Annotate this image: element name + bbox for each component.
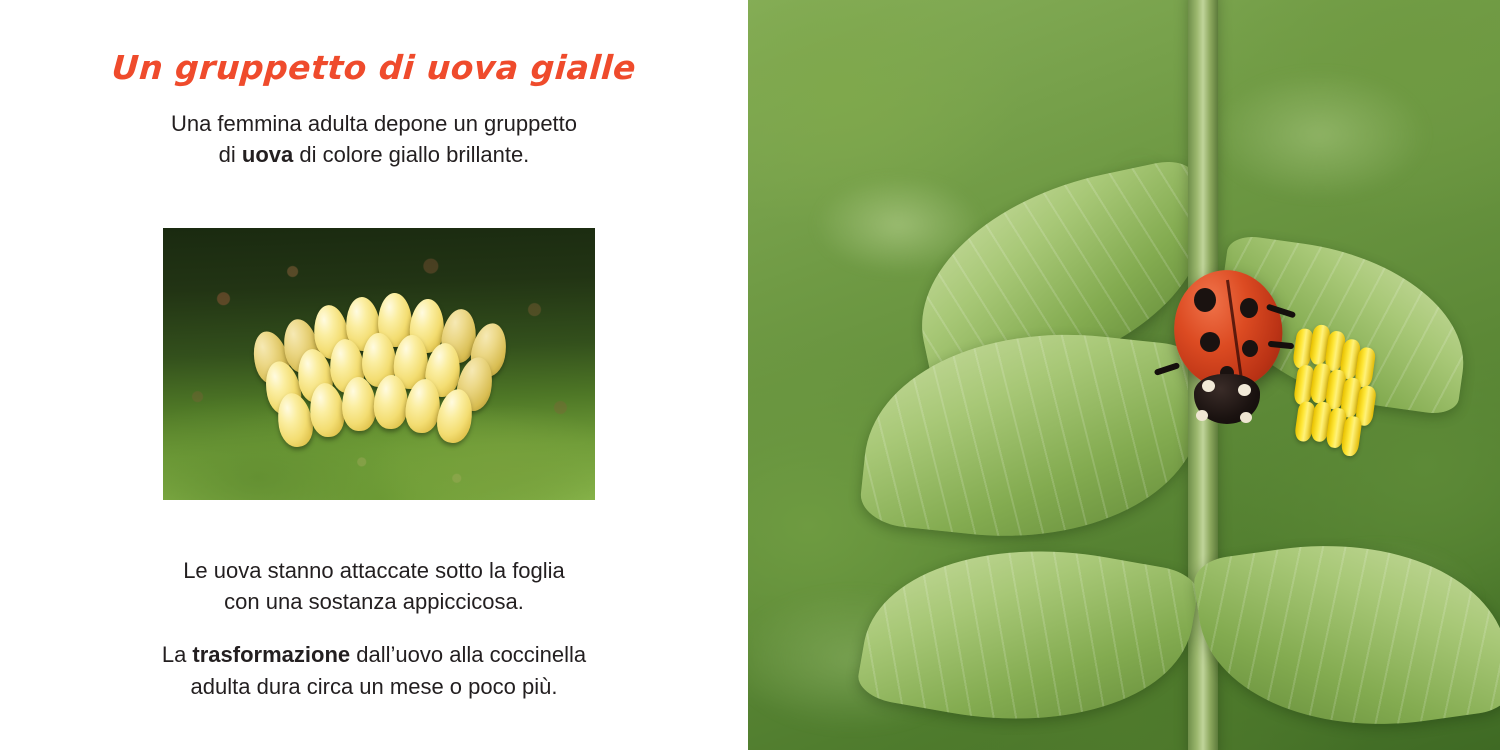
yellow-egg-cluster	[1279, 322, 1427, 479]
caption-bold-word: trasformazione	[192, 642, 351, 668]
left-page	[0, 0, 748, 750]
ladybird-spot	[1200, 332, 1220, 352]
intro-bold-word: uova	[241, 142, 294, 168]
intro-line-1: Una femmina adulta depone un gruppetto	[170, 111, 578, 136]
ladybird-spot	[1240, 298, 1258, 318]
ladybird-spot	[1194, 288, 1216, 312]
caption-p2-line-2: adulta dura circa un mese o poco più.	[190, 673, 558, 699]
caption-paragraph-2	[120, 639, 628, 701]
caption-paragraph-1	[120, 555, 628, 617]
ladybird-cheek-marking	[1196, 410, 1208, 421]
intro-line-2-before: di	[218, 142, 242, 168]
page-title: Un gruppetto di uova gialle	[110, 48, 638, 87]
ladybird-cheek-marking	[1240, 412, 1252, 423]
egg-cluster	[244, 279, 514, 459]
caption-block	[120, 555, 628, 702]
ladybird-eye-marking	[1202, 380, 1215, 392]
intro-line-2-after: di colore giallo brillante.	[293, 142, 530, 168]
caption-p2-before: La	[161, 642, 193, 668]
ladybird-photo	[748, 0, 1500, 750]
ladybird-spot	[1242, 340, 1258, 357]
caption-p2-after: dall’uovo alla coccinella	[350, 642, 587, 668]
ladybird	[1170, 270, 1288, 440]
eggs-photo	[163, 228, 595, 500]
caption-p1-line-1: Le uova stanno attaccate sotto la foglia	[183, 558, 565, 583]
caption-p1-line-2: con una sostanza appiccicosa.	[224, 589, 524, 615]
ladybird-eye-marking	[1238, 384, 1251, 396]
intro-paragraph	[120, 108, 628, 170]
